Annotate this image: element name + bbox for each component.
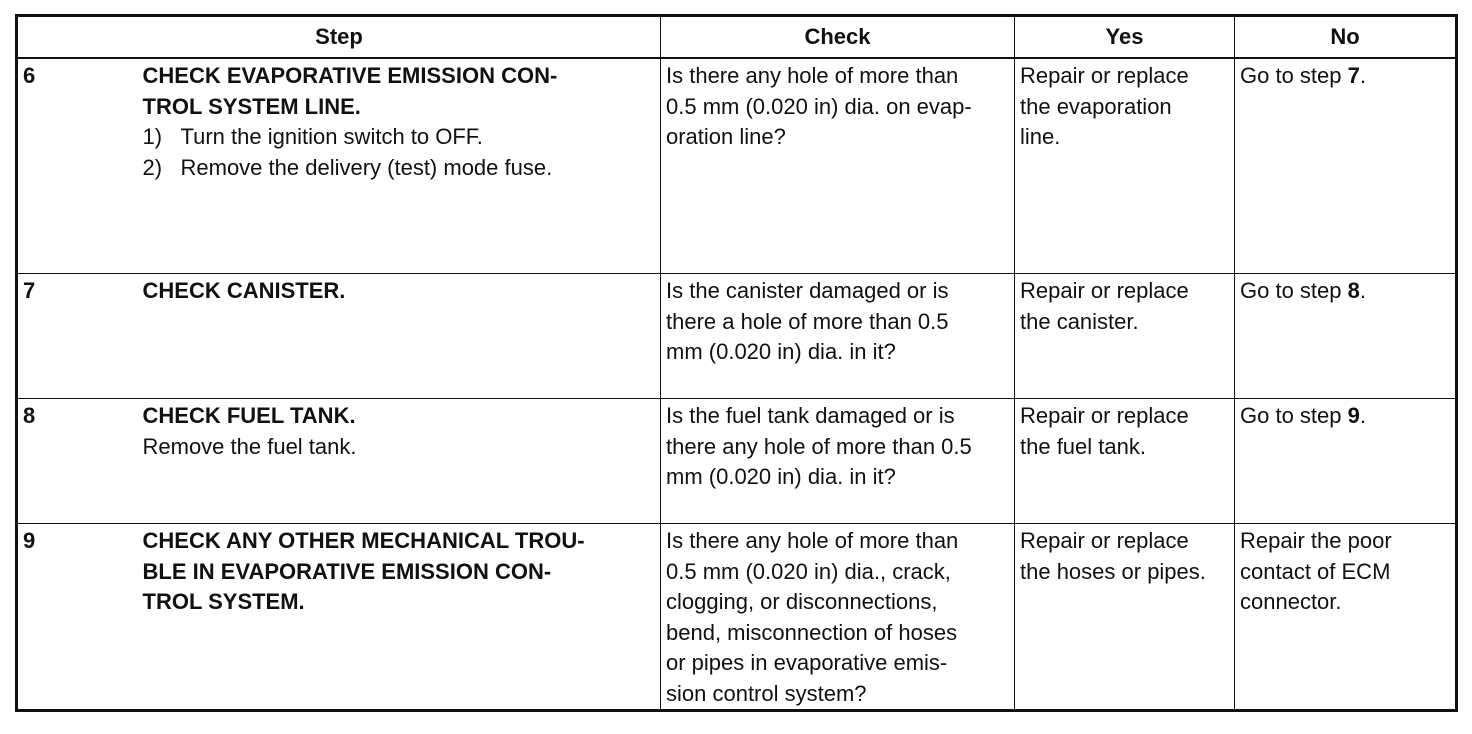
step-number: 7 xyxy=(17,274,138,399)
header-yes: Yes xyxy=(1015,16,1235,59)
step-number: 6 xyxy=(17,58,138,274)
table-row xyxy=(17,399,1457,524)
table-row xyxy=(17,524,1457,711)
step-description xyxy=(138,58,661,274)
step-title: CHECK FUEL TANK. xyxy=(142,403,356,428)
step-number: 8 xyxy=(17,399,138,524)
substep: 1) Turn the ignition switch to OFF. xyxy=(142,124,483,149)
step-detail: Remove the fuel tank. xyxy=(142,433,357,459)
step-description xyxy=(138,274,661,399)
header-check: Check xyxy=(661,16,1015,59)
step-title: CHECK EVAPORATIVE EMISSION CON- TROL SYSTEM LINE. xyxy=(142,63,558,119)
yes-cell: Repair or replace the fuel tank. xyxy=(1015,399,1235,524)
step-title: CHECK ANY OTHER MECHANICAL TROU- BLE IN EVAPORATIVE EMISSION CON- TROL SYSTEM. xyxy=(142,528,585,614)
no-cell: Go to step 7. xyxy=(1235,58,1457,274)
header-step: Step xyxy=(17,16,661,59)
check-cell: Is the canister damaged or is there a hole of more than 0.5 mm (0.020 in) dia. in it? xyxy=(661,274,1015,399)
yes-cell: Repair or replace the evaporation line. xyxy=(1015,58,1235,274)
no-cell: Go to step 9. xyxy=(1235,399,1457,524)
no-cell: Go to step 8. xyxy=(1235,274,1457,399)
step-number: 9 xyxy=(17,524,138,711)
substep: 2) Remove the delivery (test) mode fuse. xyxy=(142,154,553,180)
yes-cell: Repair or replace the canister. xyxy=(1015,274,1235,399)
step-title: CHECK CANISTER. xyxy=(142,278,346,303)
check-cell: Is there any hole of more than 0.5 mm (0.020 in) dia. on evap- oration line? xyxy=(661,58,1015,274)
check-cell: Is the fuel tank damaged or is there any hole of more than 0.5 mm (0.020 in) dia. in it? xyxy=(661,399,1015,524)
step-description xyxy=(138,524,661,711)
table-row xyxy=(17,274,1457,399)
no-cell: Repair the poor contact of ECM connector. xyxy=(1235,524,1457,711)
diagnostic-table xyxy=(15,14,1458,712)
table-header-row xyxy=(17,16,1457,59)
yes-cell: Repair or replace the hoses or pipes. xyxy=(1015,524,1235,711)
step-description xyxy=(138,399,661,524)
header-no: No xyxy=(1235,16,1457,59)
table-row xyxy=(17,58,1457,274)
check-cell: Is there any hole of more than 0.5 mm (0.020 in) dia., crack, clogging, or disconnections, bend, misconnection of hoses or pipes in evaporative emis- sion control system? xyxy=(661,524,1015,711)
